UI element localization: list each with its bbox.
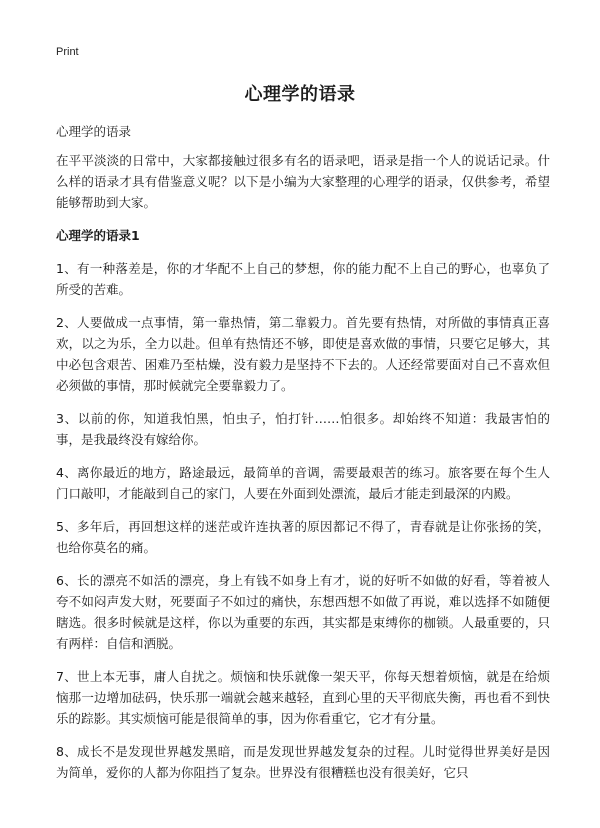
- quote-item-6: 6、长的漂亮不如活的漂亮，身上有钱不如身上有才，说的好听不如做的好看，等着被人夸不如闷声发大财，死要面子不如过的痛快，东想西想不如做了再说，难以选择不如随便瞎选。很多时候就是这样，你以为重要的东西，其实都是束缚你的枷锁。人最重要的，只有两样：自信和洒脱。: [56, 573, 550, 651]
- intro-paragraph: 在平平淡淡的日常中，大家都接触过很多有名的语录吧，语录是指一个人的说话记录。什么样的语录才具有借鉴意义呢？以下是小编为大家整理的心理学的语录，仅供参考，希望能够帮助到大家。: [56, 153, 550, 210]
- quote-item-1: 1、有一种落差是，你的才华配不上自己的梦想，你的能力配不上自己的野心，也辜负了所受的苦难。: [56, 261, 550, 297]
- quote-item-7: 7、世上本无事，庸人自扰之。烦恼和快乐就像一架天平，你每天想着烦恼，就是在给烦恼那一边增加砝码，快乐那一端就会越来越轻，直到心里的天平彻底失衡，再也看不到快乐的踪影。其实烦恼可能是很简单的事，因为你看重它，它才有分量。: [56, 669, 550, 726]
- quote-item-3: 3、以前的你，知道我怕黑，怕虫子，怕打针……怕很多。却始终不知道：我最害怕的事，是我最终没有嫁给你。: [56, 411, 550, 447]
- print-link[interactable]: Print: [56, 46, 79, 58]
- document-body: [56, 150, 550, 795]
- quote-item-4: 4、离你最近的地方，路途最远，最简单的音调，需要最艰苦的练习。旅客要在每个生人门口敲叩，才能敲到自己的家门，人要在外面到处漂流，最后才能走到最深的内殿。: [56, 465, 550, 501]
- page-title: 心理学的语录: [244, 84, 356, 105]
- section-heading: 心理学的语录1: [56, 228, 140, 243]
- quote-item-5: 5、多年后，再回想这样的迷茫或许连执著的原因都记不得了，青春就是让你张扬的笑，也给你莫名的痛。: [56, 519, 550, 555]
- document-subtitle: 心理学的语录: [56, 124, 132, 139]
- quote-item-2: 2、人要做成一点事情，第一靠热情，第二靠毅力。首先要有热情，对所做的事情真正喜欢，以之为乐，全力以赴。但单有热情还不够，即使是喜欢做的事情，只要它足够大，其中必包含艰苦、困难乃至枯燥，没有毅力是坚持不下去的。人还经常要面对自己不喜欢但必须做的事情，那时候就完全要靠毅力了。: [56, 315, 550, 393]
- quote-item-8: 8、成长不是发现世界越发黑暗，而是发现世界越发复杂的过程。儿时觉得世界美好是因为简单，爱你的人都为你阻挡了复杂。世界没有很糟糕也没有很美好，它只: [56, 744, 550, 780]
